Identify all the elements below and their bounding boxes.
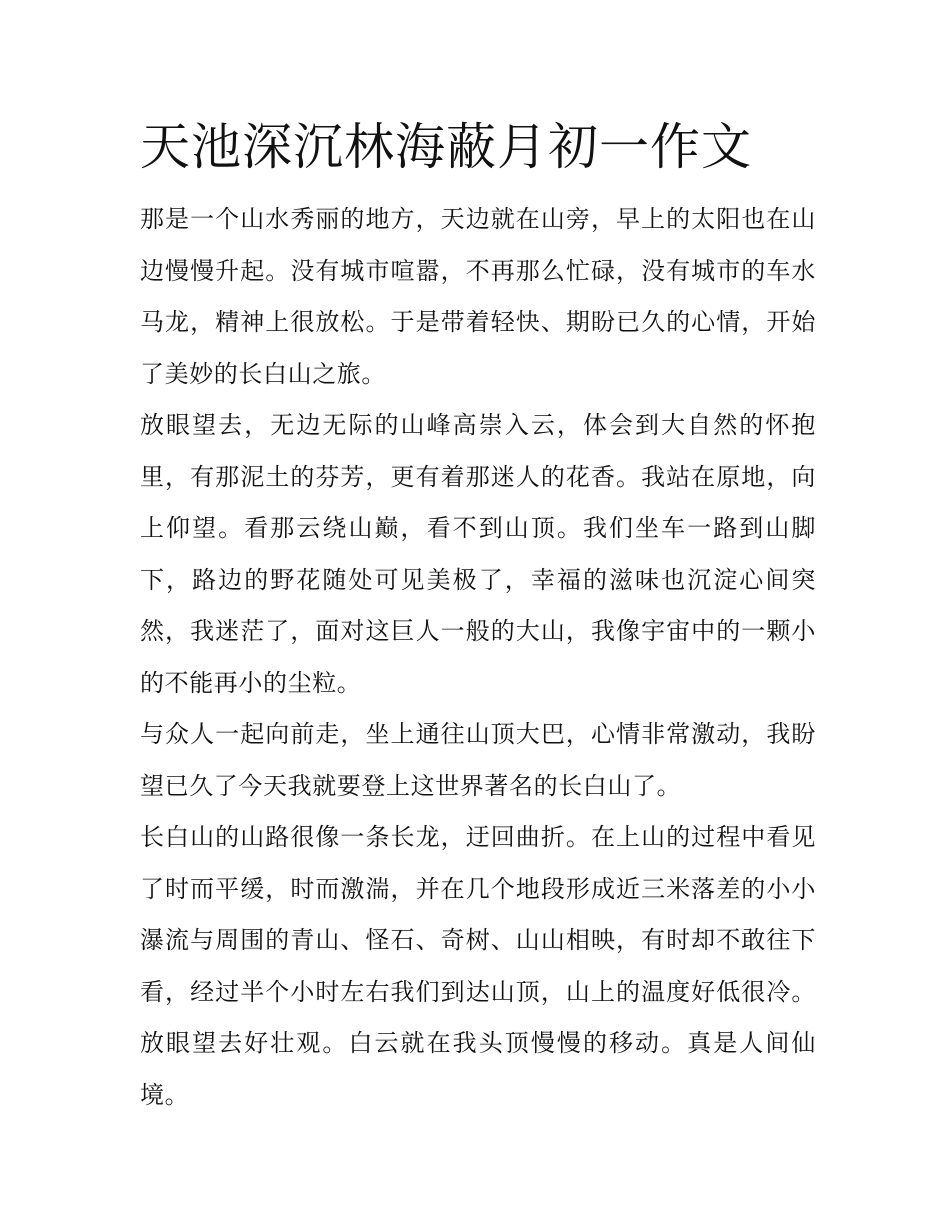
paragraph-3: 与众人一起向前走，坐上通往山顶大巴，心情非常激动，我盼望已久了今天我就要登上这世界著名的长白山了。 — [140, 720, 816, 800]
paragraph-1: 那是一个山水秀丽的地方，天边就在山旁，早上的太阳也在山边慢慢升起。没有城市喧嚣，不再那么忙碌，没有城市的车水马龙，精神上很放松。于是带着轻快、期盼已久的心情，开始了美妙的长白山之旅。 — [140, 205, 816, 388]
paragraph-4: 长白山的山路很像一条长龙，迂回曲折。在上山的过程中看见了时而平缓，时而激湍，并在几个地段形成近三米落差的小小瀑流与周围的青山、怪石、奇树、山山相映，有时却不敢往下看，经过半个小时左右我们到达山顶，山上的温度好低很冷。放眼望去好壮观。白云就在我头顶慢慢的移动。真是人间仙境。 — [140, 823, 816, 1109]
document-page — [140, 112, 816, 1121]
document-body — [140, 194, 816, 1121]
paragraph-2: 放眼望去，无边无际的山峰高崇入云，体会到大自然的怀抱里，有那泥土的芬芳，更有着那迷人的花香。我站在原地，向上仰望。看那云绕山巅，看不到山顶。我们坐车一路到山脚下，路边的野花随处可见美极了，幸福的滋味也沉淀心间突然，我迷茫了，面对这巨人一般的大山，我像宇宙中的一颗小的不能再小的尘粒。 — [140, 411, 816, 697]
document-title: 天池深沉林海蔽月初一作文 — [140, 118, 752, 176]
